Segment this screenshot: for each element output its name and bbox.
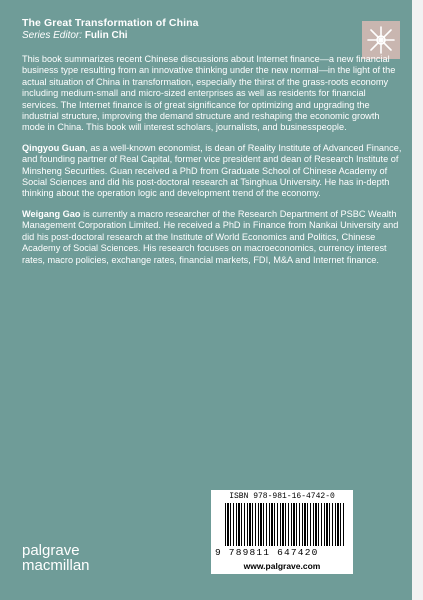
series-title: The Great Transformation of China xyxy=(22,17,199,29)
author-name: Qingyou Guan xyxy=(22,142,86,153)
website-label: www.palgrave.com xyxy=(211,558,353,574)
publisher-logo xyxy=(22,543,90,573)
author-bio-text: is currently a macro researcher of the Research Department of PSBC Wealth Management Corporation Limited. He received a PhD in Finance from Nankai University and did his post-doctoral research at the Institute of World Economics and Politics, Chinese Academy of Social Sciences. His research focuses on macroeconomics, currency interest rates, macro policies, exchange rates, financial markets, FDI, M&A and Internet finance. xyxy=(22,208,399,265)
series-editor xyxy=(22,30,128,41)
series-editor-label: Series Editor: xyxy=(22,30,83,41)
author-name: Weigang Gao xyxy=(22,208,81,219)
author-bio-text: , as a well-known economist, is dean of Reality Institute of Advanced Finance, and founding partner of Real Capital, former vice president and dean of Research Institute of Minsheng Securities. Guan received a PhD from Graduate School of Chinese Academy of Social Sciences and did his post-doctoral research at Tsinghua University. He has in-depth thinking about the operation logic and development trend of the economy. xyxy=(22,142,402,199)
barcode-digits: 9 789811 647420 xyxy=(215,547,319,558)
author-bio-guan xyxy=(22,143,402,200)
isbn-label: ISBN 978-981-16-4742-0 xyxy=(229,492,335,501)
publisher-line2: macmillan xyxy=(22,557,90,574)
publisher-line1: palgrave xyxy=(22,542,80,559)
barcode-icon xyxy=(225,503,345,546)
description-text xyxy=(22,54,402,275)
blurb-paragraph: This book summarizes recent Chinese discussions about Internet finance—a new financial business type resulting from an innovative thinking under the new normal—in the light of the actual situation of China in transformation, especially the thirst of the grass-roots economy including medium-small and micro-sized enterprises as well as residents for financial services. The Internet finance is of great significance for optimizing and upgrading the industrial structure, improving the demand structure and reshaping the economic growth mode in China. This book will interest scholars, journalists, and businesspeople. xyxy=(22,54,396,133)
author-bio-gao xyxy=(22,209,402,266)
page-edge xyxy=(412,0,423,600)
series-editor-name: Fulin Chi xyxy=(84,30,128,41)
